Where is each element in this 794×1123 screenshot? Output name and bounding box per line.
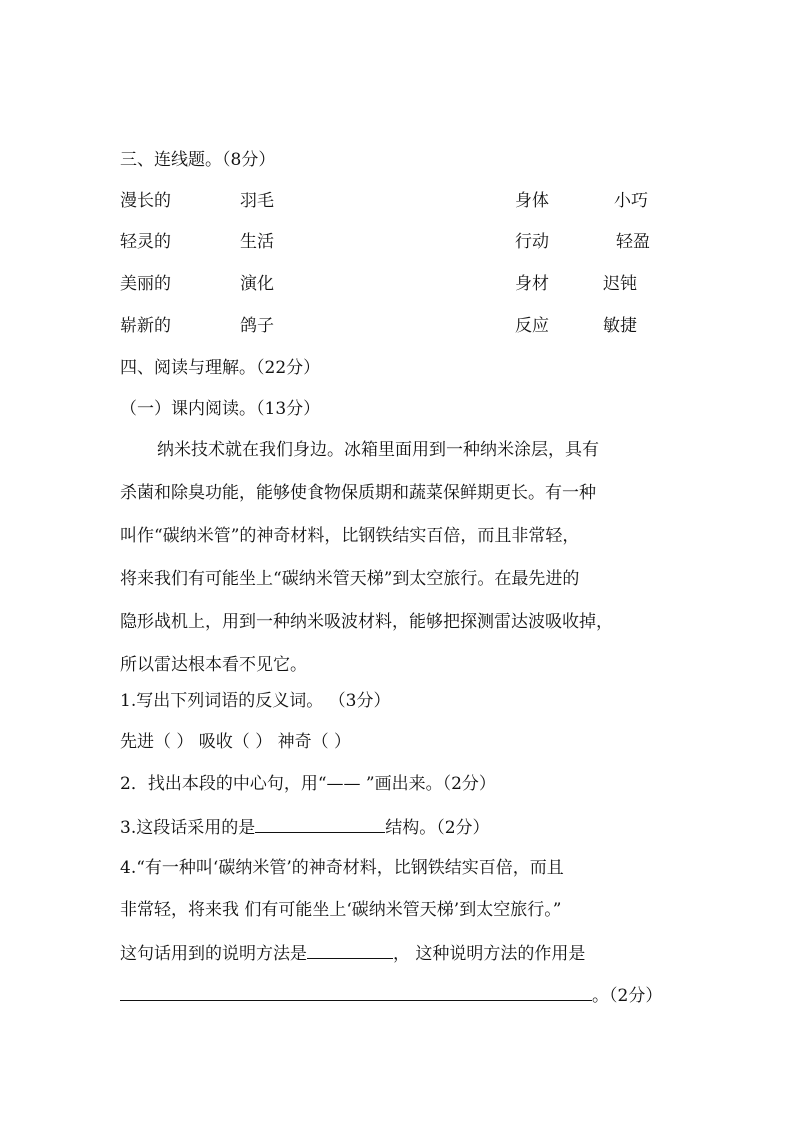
match-right-target-2: 轻盈 <box>616 232 650 252</box>
match-left-target-1: 羽毛 <box>240 191 274 211</box>
passage-line-4: 将来我们有可能坐上“碳纳米管天梯”到太空旅行。在最先进的 <box>120 569 580 589</box>
question-4-blank-method[interactable] <box>307 940 393 959</box>
passage-line-2: 杀菌和除臭功能，能够使食物保质期和蔬菜保鲜期更长。有一种 <box>120 483 596 503</box>
match-right-target-4: 敏捷 <box>603 316 637 336</box>
question-4-line-4 <box>120 982 662 1008</box>
match-left-word-1: 漫长的 <box>120 191 171 211</box>
passage-line-6: 所以雷达根本看不见它。 <box>120 655 307 675</box>
match-left-target-2: 生活 <box>240 232 274 252</box>
match-right-word-1: 身体 <box>515 191 549 211</box>
question-3-suffix: 结构。（2分） <box>385 818 490 838</box>
section4-subheading: （一）课内阅读。（13分） <box>120 399 321 419</box>
match-right-word-2: 行动 <box>515 232 549 252</box>
question-1-answers: 先进（ ） 吸收（ ） 神奇（ ） <box>120 732 352 752</box>
match-left-target-3: 演化 <box>240 274 274 294</box>
match-left-word-3: 美丽的 <box>120 274 171 294</box>
question-4-line-3 <box>120 940 585 966</box>
question-2: 2．找出本段的中心句，用“—— ”画出来。（2分） <box>120 774 496 794</box>
question-4-line-3-mid: ， 这种说明方法的作用是 <box>393 944 586 964</box>
question-4-line-3-prefix: 这句话用到的说明方法是 <box>120 944 307 964</box>
match-right-target-1: 小巧 <box>614 191 648 211</box>
question-3-prefix: 3.这段话采用的是 <box>120 818 256 838</box>
match-left-word-2: 轻灵的 <box>120 232 171 252</box>
match-right-target-3: 迟钝 <box>603 274 637 294</box>
question-4-line-4-suffix: 。（2分） <box>592 986 663 1006</box>
question-3-blank[interactable] <box>255 814 385 833</box>
match-left-word-4: 崭新的 <box>120 316 171 336</box>
question-4-line-1: 4.“有一种叫‘碳纳米管’的神奇材料，比钢铁结实百倍，而且 <box>120 858 564 878</box>
match-right-word-3: 身材 <box>515 274 549 294</box>
question-4-line-2: 非常轻，将来我 们有可能坐上‘碳纳米管天梯’到太空旅行。” <box>120 900 562 920</box>
section4-heading: 四、阅读与理解。（22分） <box>120 358 321 378</box>
question-4-blank-effect[interactable] <box>120 982 592 1001</box>
passage-line-1: 纳米技术就在我们身边。冰箱里面用到一种纳米涂层，具有 <box>157 440 599 460</box>
question-1: 1.写出下列词语的反义词。 （3分） <box>120 691 391 711</box>
match-left-target-4: 鸽子 <box>240 316 274 336</box>
match-right-word-4: 反应 <box>515 316 549 336</box>
question-3 <box>120 814 490 840</box>
section3-heading: 三、连线题。（8分） <box>120 150 276 170</box>
passage-line-3: 叫作“碳纳米管”的神奇材料，比钢铁结实百倍，而且非常轻， <box>120 526 580 546</box>
passage-line-5: 隐形战机上，用到一种纳米吸波材料，能够把探测雷达波吸收掉， <box>120 612 613 632</box>
